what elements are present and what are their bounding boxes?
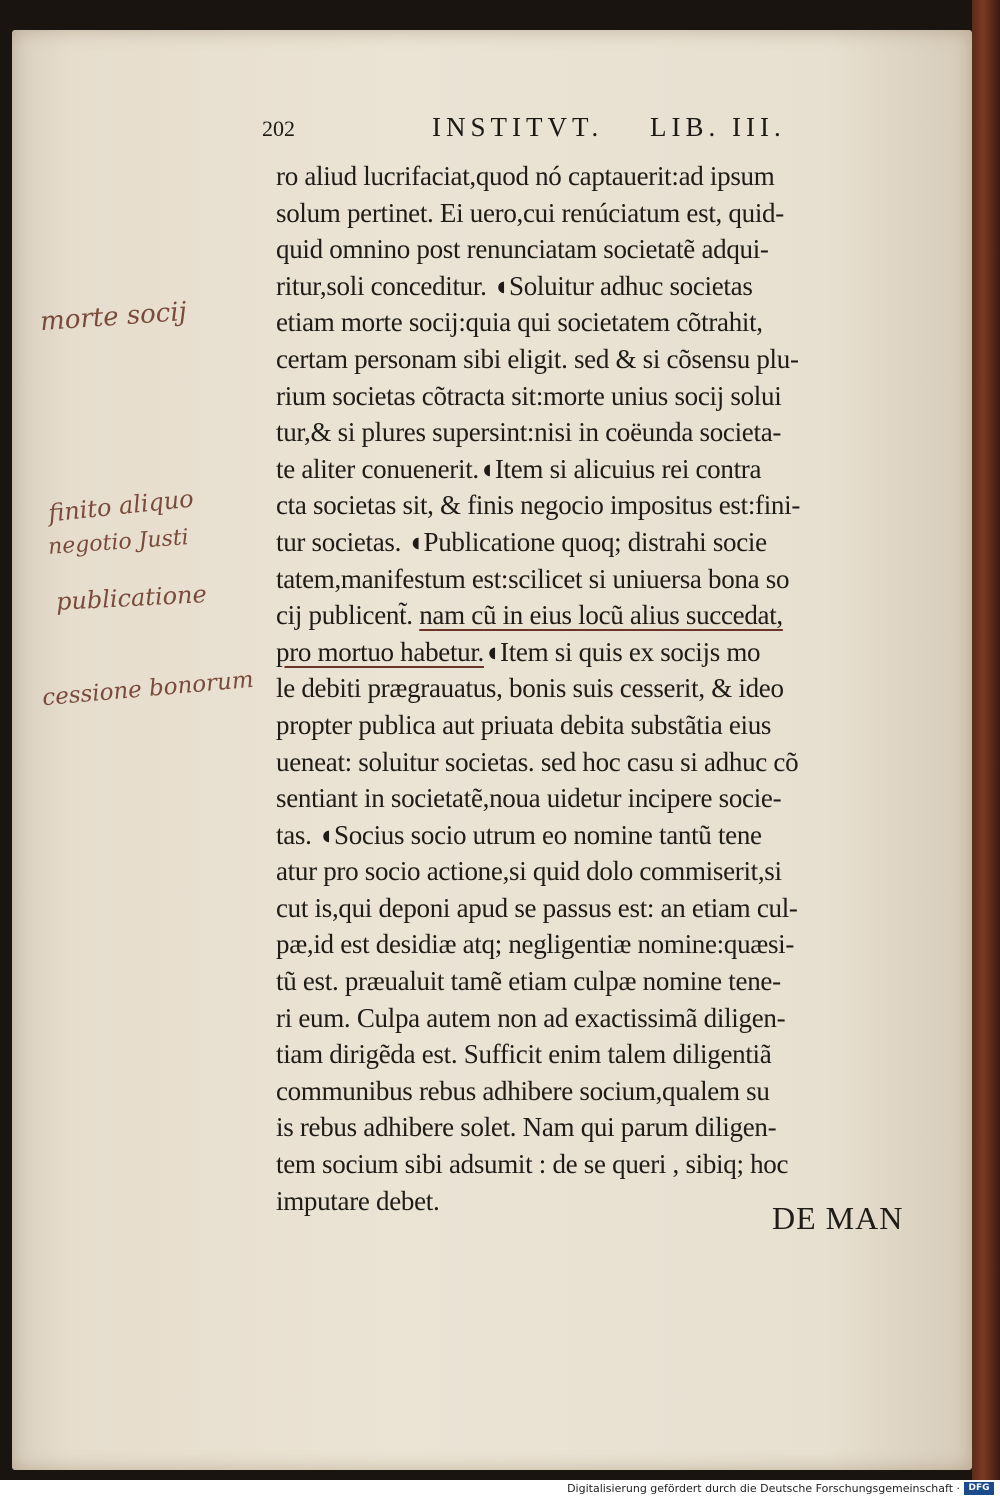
binding-edge [972, 0, 1000, 1480]
text-line: pæ,id est desidiæ atq; negligentiæ nomine:quæsi- [276, 929, 795, 960]
text-line: le debiti prægrauatus, bonis suis cesserit, & ideo [276, 673, 784, 704]
text-line: ro aliud lucrifaciat,quod nó captauerit:ad ipsum [276, 161, 775, 191]
marginal-note: negotio Justi [47, 525, 190, 560]
text-line: imputare debet. [276, 1185, 440, 1216]
text-line: quid omnino post renunciatam societatẽ adqui- [276, 234, 769, 265]
text-line: cut is,qui deponi apud se passus est: an etiam cul- [276, 892, 798, 923]
text-line: ueneat: soluitur societas. sed hoc casu si adhuc cõ [276, 746, 799, 777]
footer-bar [0, 1480, 1000, 1498]
marginal-note: publicatione [55, 580, 208, 616]
text-line: is rebus adhibere solet. Nam qui parum diligen- [276, 1112, 777, 1143]
text-line-underlined: cij publicent̃. nam cũ in eius locũ alius succedat, [276, 600, 783, 631]
book-number: LIB. III. [650, 112, 786, 142]
page-number: 202 [262, 116, 295, 141]
text-line: tem socium sibi adsumit : de se queri , sibiq; hoc [276, 1149, 789, 1180]
marginal-note: morte socij [39, 296, 188, 338]
text-line: tur societas. ◖Publicatione quoq; distrahi socie [276, 526, 767, 557]
text-line-underlined: pro mortuo habetur.◖Item si quis ex socijs mo [276, 636, 761, 667]
body-text [276, 158, 936, 1219]
text-line: communibus rebus adhibere socium,qualem su [276, 1075, 770, 1106]
text-line: tas. ◖Socius socio utrum eo nomine tantũ tene [276, 819, 762, 850]
text-line: certam personam sibi eligit. sed & si cõsensu plu- [276, 343, 799, 374]
text-line: propter publica aut priuata debita substãtia eius [276, 709, 772, 740]
text-line: atur pro socio actione,si quid dolo commiserit,si [276, 856, 782, 887]
marginal-note: finito aliquo [46, 484, 195, 528]
text-line: tiam dirigẽda est. Sufficit enim talem diligentiã [276, 1039, 772, 1070]
text-line: tũ est. præualuit tamẽ etiam culpæ nomine tene- [276, 966, 781, 997]
text-line: rium societas cõtracta sit:morte unius socij solui [276, 380, 782, 411]
text-line: ritur,soli conceditur. ◖Soluitur adhuc societas [276, 270, 753, 301]
text-line: te aliter conuenerit.◖Item si alicuius rei contra [276, 453, 762, 484]
underlined-text: nam cũ in eius locũ alius succedat, [419, 600, 783, 631]
text-line: ri eum. Culpa autem non ad exactissimã diligen- [276, 1002, 786, 1033]
marginal-note: cessione bonorum [41, 666, 255, 712]
dfg-logo-icon: DFG [964, 1482, 994, 1495]
text-line: etiam morte socij:quia qui societatem cõtrahit, [276, 307, 763, 338]
catchword: DE MAN [772, 1200, 904, 1236]
running-title: INSTITVT. [432, 112, 604, 142]
underlined-text: pro mortuo habetur. [276, 636, 485, 667]
text-line: tur,& si plures supersint:nisi in coëunda societa- [276, 417, 782, 448]
text-line: cta societas sit, & finis negocio impositus est:fini- [276, 490, 801, 521]
text-line: tatem,manifestum est:scilicet si uniuersa bona so [276, 563, 790, 594]
footer-credit: Digitalisierung gefördert durch die Deutsche Forschungsgemeinschaft · [567, 1482, 960, 1495]
text-line: solum pertinet. Ei uero,cui renúciatum est, quid- [276, 197, 784, 228]
text-line: sentiant in societatẽ,noua uidetur incipere socie- [276, 783, 782, 814]
